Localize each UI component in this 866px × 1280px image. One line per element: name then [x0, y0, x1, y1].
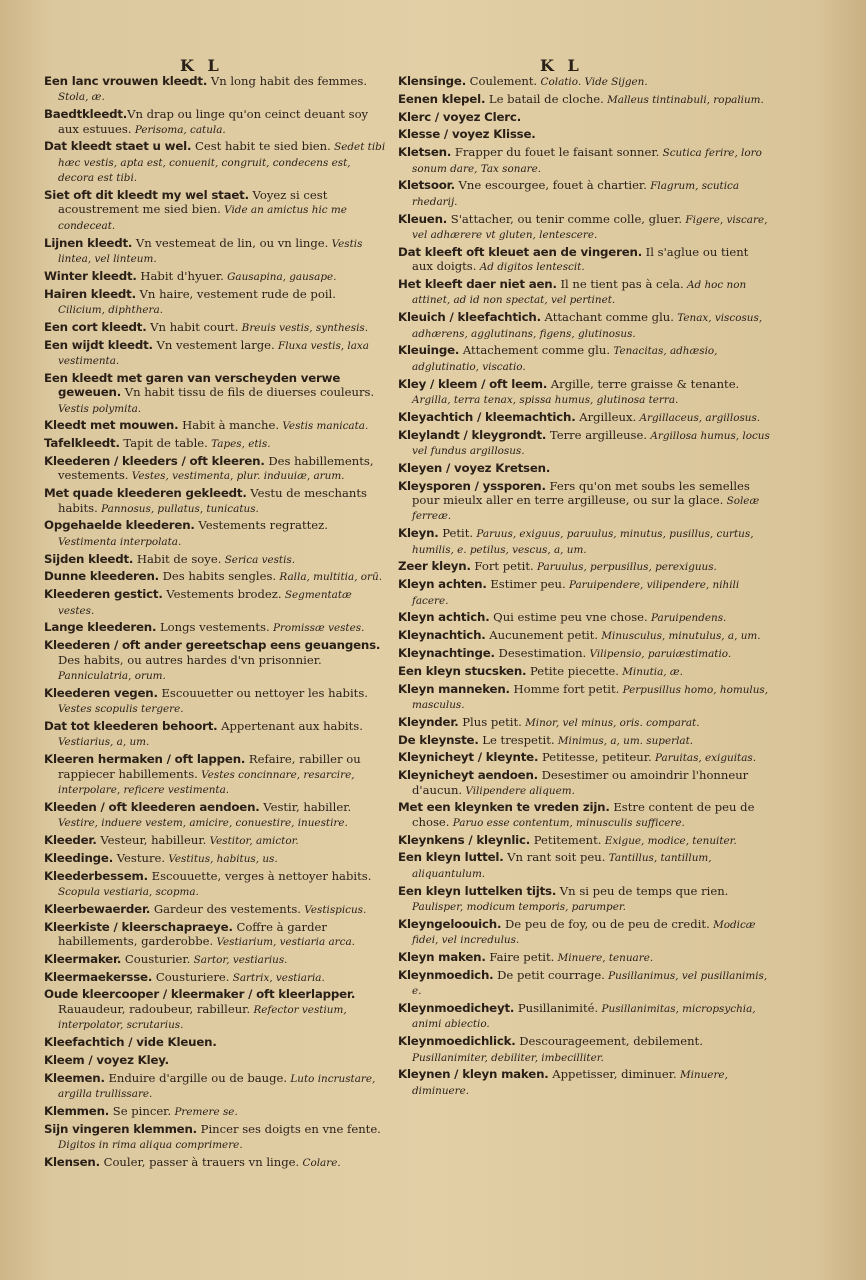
dictionary-entry — [44, 970, 386, 985]
dictionary-entry — [398, 92, 772, 107]
dictionary-entry — [398, 1034, 772, 1065]
headword: Kletsoor. — [398, 178, 455, 193]
french-definition: Habit à manche. — [178, 418, 280, 433]
right-column — [398, 74, 772, 1101]
dictionary-entry — [44, 236, 386, 267]
latin-translation: Serica vestis. — [221, 553, 296, 566]
latin-translation: Colare. — [299, 1156, 341, 1169]
headword: Met quade kleederen gekleedt. — [44, 486, 247, 501]
french-definition: Vestu de meschants habits. — [58, 486, 367, 515]
french-definition: Gardeur des vestements. — [150, 901, 301, 916]
french-definition: Desestimer ou amoindrir l'honneur d'aucun. — [412, 768, 749, 797]
dictionary-entry — [398, 577, 772, 608]
dictionary-entry — [44, 436, 386, 451]
latin-translation: Colatio. Vide Sijgen. — [537, 76, 648, 88]
dictionary-entry — [398, 800, 772, 830]
headword: Kleermaker. — [44, 951, 122, 966]
headword: Het kleeft daer niet aen. — [398, 277, 557, 291]
headword: Kleefachtich / vide Kleuen. — [44, 1035, 217, 1050]
latin-translation: Sartrix, vestiaria. — [229, 971, 325, 984]
latin-translation: Flagrum, scutica rhedarij. — [412, 180, 740, 208]
latin-translation: Tenax, viscosus, adhærens, agglutinans, figens, glutinosus. — [412, 312, 763, 340]
latin-translation: Vestiarium, vestiaria arca. — [213, 936, 355, 949]
french-definition: Enduire d'argille ou de bauge. — [104, 1070, 288, 1085]
french-definition: Il s'aglue ou tient aux doigts. — [412, 244, 749, 274]
french-definition: Desestimation. — [494, 646, 587, 661]
dictionary-entry — [398, 682, 772, 713]
headword: De kleynste. — [398, 732, 479, 747]
dictionary-entry — [44, 371, 386, 416]
left-running-header: K L — [180, 56, 223, 75]
headword: Kleynder. — [398, 714, 459, 729]
dictionary-entry — [44, 569, 386, 584]
french-definition: Le trespetit. — [478, 732, 555, 747]
french-definition: Des habillements, vestements. — [58, 454, 374, 483]
latin-translation: Minuere, tenuare. — [554, 952, 654, 965]
latin-translation: Soleæ ferreæ. — [412, 495, 760, 523]
french-definition: Appertenant aux habits. — [217, 719, 363, 734]
headword: Kleyen / voyez Kretsen. — [398, 460, 551, 475]
french-definition: Rauaudeur, radoubeur, rabilleur. — [58, 1001, 251, 1016]
headword: Klensinge. — [398, 74, 466, 88]
latin-translation: Pusillanimiter, debiliter, imbecilliter. — [412, 1051, 604, 1064]
french-definition: Escouuette, verges à nettoyer habits. — [147, 868, 372, 883]
headword: Eenen klepel. — [398, 91, 486, 106]
latin-translation: Fluxa vestis, laxa vestimenta. — [58, 339, 369, 368]
dictionary-entry — [44, 833, 386, 848]
dictionary-entry — [44, 1071, 386, 1102]
latin-translation: Vestire, induere vestem, amicire, conuestire, inuestire. — [58, 817, 348, 830]
dictionary-entry — [44, 1155, 386, 1170]
french-definition: Vn vestemeat de lin, ou vn linge. — [132, 235, 329, 250]
dictionary-entry — [398, 628, 772, 643]
headword: Kleyn maken. — [398, 950, 486, 965]
french-definition: De peu de foy, ou de peu de credit. — [501, 916, 710, 931]
headword: Kleynachtinge. — [398, 646, 495, 661]
french-definition: Cest habit te sied bien. — [191, 139, 331, 154]
french-definition: Vn haire, vestement rude de poil. — [135, 286, 336, 301]
headword: Klemmen. — [44, 1103, 110, 1118]
latin-translation: Minusculus, minutulus, a, um. — [598, 630, 761, 643]
dictionary-entry — [44, 869, 386, 900]
headword: Kleyachtich / kleemachtich. — [398, 409, 576, 424]
latin-translation: Modicæ fidei, vel incredulus. — [412, 918, 756, 947]
dictionary-entry — [398, 212, 772, 243]
french-definition: Longs vestements. — [156, 620, 270, 635]
dictionary-entry — [398, 127, 772, 142]
headword: Kleylandt / kleygrondt. — [398, 427, 547, 442]
dictionary-entry — [398, 310, 772, 341]
latin-translation: Minimus, a, um. superlat. — [554, 734, 694, 747]
latin-translation: Paruus, exiguus, paruulus, minutus, pusillus, curtus, humilis, e. petilus, vescus, a, um. — [412, 528, 754, 556]
dictionary-entry — [398, 428, 772, 459]
headword: Kleedinge. — [44, 850, 114, 865]
headword: Kleuen. — [398, 211, 448, 226]
headword: Kleyngeloouich. — [398, 916, 502, 931]
dictionary-entry — [398, 526, 772, 557]
latin-translation: Vilipensio, paruiæstimatio. — [586, 648, 732, 661]
french-definition: Refaire, rabiller ou rappiecer habillements. — [58, 752, 361, 781]
dictionary-entry — [44, 320, 386, 335]
latin-translation: Vestimenta interpolata. — [58, 535, 182, 548]
headword: Met een kleynken te vreden zijn. — [398, 800, 610, 815]
latin-translation: Luto incrustare, argilla trullissare. — [58, 1072, 376, 1101]
headword: Kleerkiste / kleerschapraeye. — [44, 919, 233, 934]
french-definition: Vn drap ou linge qu'on ceinct deuant soy aux estuues. — [58, 107, 369, 136]
headword: Een kleyn luttelken tijts. — [398, 883, 557, 898]
french-definition: Vestements brodez. — [162, 587, 282, 602]
headword: Kleynicheyt aendoen. — [398, 768, 538, 783]
french-definition: Vn long habit des femmes. — [207, 74, 368, 88]
headword: Een kleedt met garen van verscheyden verwe geweuen. — [44, 370, 341, 400]
left-column — [44, 74, 386, 1173]
dictionary-entry — [44, 752, 386, 797]
dictionary-entry — [44, 952, 386, 967]
latin-translation: Ad digitos lentescit. — [476, 261, 585, 274]
headword: Kleerbewaerder. — [44, 901, 151, 916]
dictionary-entry — [398, 145, 772, 176]
latin-translation: Sartor, vestiarius. — [190, 953, 288, 966]
french-definition: Coffre à garder habillements, garderobbe. — [58, 919, 327, 949]
headword: Kletsen. — [398, 145, 452, 160]
latin-translation: Vestiarius, a, um. — [58, 736, 150, 749]
latin-translation: Argillosa humus, locus vel fundus argillosus. — [412, 429, 770, 458]
french-definition: Escouuetter ou nettoyer les habits. — [157, 685, 368, 700]
dictionary-entry — [44, 107, 386, 137]
dictionary-entry — [398, 178, 772, 209]
latin-translation: Minor, vel minus, oris. comparat. — [521, 716, 700, 729]
dictionary-entry — [44, 287, 386, 318]
latin-translation: Vestes scopulis tergere. — [58, 703, 184, 716]
latin-translation: Vestitor, amictor. — [206, 835, 299, 848]
headword: Dat tot kleederen behoort. — [44, 719, 218, 734]
french-definition: Petite piecette. — [526, 663, 619, 678]
latin-translation: Malleus tintinabuli, ropalium. — [603, 93, 764, 106]
latin-translation: Ralla, multitia, orū. — [276, 571, 383, 584]
headword: Een kleyn luttel. — [398, 850, 504, 865]
headword: Baedtkleedt. — [44, 107, 128, 122]
dictionary-entry — [398, 664, 772, 679]
dictionary-entry — [44, 1053, 386, 1068]
headword: Opgehaelde kleederen. — [44, 518, 195, 533]
dictionary-entry — [398, 646, 772, 661]
headword: Kleederbessem. — [44, 868, 148, 883]
dictionary-entry — [398, 110, 772, 125]
headword: Hairen kleedt. — [44, 286, 136, 301]
latin-translation: Perisoma, catula. — [131, 123, 226, 136]
latin-translation: Panniculatria, orum. — [58, 670, 166, 683]
french-definition: Vesteur, habilleur. — [96, 833, 207, 848]
right-running-header: K L — [540, 56, 583, 75]
dictionary-entry — [398, 768, 772, 798]
dictionary-entry — [398, 1067, 772, 1098]
dictionary-entry — [398, 750, 772, 765]
headword: Kleeden / oft kleederen aendoen. — [44, 799, 260, 814]
headword: Kleysporen / yssporen. — [398, 478, 546, 493]
headword: Kleynmoedich. — [398, 967, 494, 982]
dictionary-entry — [44, 418, 386, 433]
headword: Winter kleedt. — [44, 268, 137, 283]
headword: Lange kleederen. — [44, 620, 157, 635]
dictionary-entry — [398, 968, 772, 999]
dictionary-entry — [44, 454, 386, 484]
french-definition: Estimer peu. — [486, 577, 566, 592]
dictionary-entry — [44, 1122, 386, 1153]
french-definition: Petitesse, petiteur. — [538, 750, 652, 765]
latin-translation: Exigue, modice, tenuiter. — [601, 834, 737, 847]
headword: Kleynen / kleyn maken. — [398, 1067, 549, 1082]
headword: Kleederen vegen. — [44, 685, 158, 700]
latin-translation: Vestispicus. — [301, 903, 367, 916]
latin-translation: Vilipendere aliquem. — [462, 784, 575, 797]
headword: Kleyn achtich. — [398, 610, 490, 625]
french-definition: Pusillanimité. — [514, 1001, 599, 1016]
headword: Kleederen / oft ander gereetschap eens geuangens. — [44, 638, 381, 653]
latin-translation: Paruitas, exiguitas. — [651, 752, 757, 765]
dictionary-entry — [398, 343, 772, 374]
french-definition: Vn rant soit peu. — [503, 850, 606, 865]
dictionary-entry — [44, 587, 386, 618]
french-definition: De petit courrage. — [493, 967, 605, 982]
french-definition: Habit d'hyuer. — [136, 268, 224, 283]
dictionary-entry — [44, 188, 386, 233]
latin-translation: Breuis vestis, synthesis. — [238, 321, 369, 334]
latin-translation: Segmentatæ vestes. — [58, 589, 352, 617]
headword: Kleuich / kleefachtich. — [398, 310, 541, 325]
headword: Kley / kleem / oft leem. — [398, 376, 548, 391]
latin-translation: Pusillanimitas, micropsychia, animi abiectio. — [412, 1003, 756, 1031]
french-definition: Cousturiere. — [152, 969, 230, 984]
french-definition: Plus petit. — [458, 714, 522, 729]
dictionary-entry — [44, 338, 386, 369]
dictionary-entry — [398, 610, 772, 625]
latin-translation: Sedet tibi hæc vestis, apta est, conuenit, congruit, condecens est, decora est tibi. — [58, 141, 386, 185]
dictionary-entry — [398, 833, 772, 848]
headword: Sijn vingeren klemmen. — [44, 1121, 197, 1136]
dictionary-entry — [44, 620, 386, 635]
headword: Kleynicheyt / kleynte. — [398, 750, 539, 765]
headword: Dunne kleederen. — [44, 569, 159, 584]
french-definition: Qui estime peu vne chose. — [489, 610, 648, 625]
latin-translation: Digitos in rima aliqua comprimere. — [58, 1139, 243, 1152]
latin-translation: Paruipendere, vilipendere, nihili facere. — [412, 579, 740, 607]
latin-translation: Perpusillus homo, homulus, masculus. — [412, 683, 769, 712]
french-definition: Fers qu'on met soubs les semelles pour mieulx aller en terre argilleuse, ou sur la glace. — [412, 478, 750, 508]
latin-translation: Vestis manicata. — [279, 420, 369, 433]
dictionary-entry — [44, 139, 386, 185]
latin-translation: Ad hoc non attinet, ad id non spectat, vel pertinet. — [412, 279, 747, 307]
french-definition: Vn si peu de temps que rien. — [556, 883, 729, 898]
latin-translation: Premere se. — [171, 1105, 238, 1118]
dictionary-entry — [398, 410, 772, 425]
headword: Kleynmoedichlick. — [398, 1034, 516, 1049]
dictionary-entry — [44, 902, 386, 917]
headword: Dat kleeft oft kleuet aen de vingeren. — [398, 244, 642, 259]
latin-translation: Minutia, æ. — [618, 665, 683, 678]
dictionary-entry — [44, 800, 386, 831]
french-definition: Vestements regrattez. — [194, 518, 328, 533]
french-definition: Tapit de table. — [119, 436, 208, 451]
headword: Kleynachtich. — [398, 628, 486, 643]
dictionary-entry — [398, 74, 772, 89]
french-definition: Argille, terre graisse & tenante. — [547, 376, 740, 391]
headword: Klesse / voyez Klisse. — [398, 127, 536, 142]
headword: Kleedt met mouwen. — [44, 418, 179, 433]
dictionary-entry — [44, 552, 386, 567]
french-definition: Fort petit. — [470, 559, 534, 574]
dictionary-entry — [398, 559, 772, 574]
latin-translation: Tapes, etis. — [207, 438, 271, 451]
latin-translation: Vide an amictus hic me condeceat. — [58, 204, 347, 232]
headword: Kleynkens / kleynlic. — [398, 832, 531, 847]
french-definition: Descourageement, debilement. — [515, 1034, 703, 1049]
latin-translation: Promissæ vestes. — [269, 622, 365, 635]
latin-translation: Vestes concinnare, resarcire, interpolare, reficere vestimenta. — [58, 768, 355, 797]
french-definition: Homme fort petit. — [509, 681, 620, 696]
latin-translation: Scutica ferire, loro sonum dare, Tax sonare. — [412, 147, 762, 175]
latin-translation: Paulisper, modicum temporis, parumper. — [412, 901, 626, 914]
dictionary-entry — [398, 245, 772, 275]
french-definition: Frapper du fouet le faisant sonner. — [451, 145, 660, 160]
dictionary-entry — [398, 377, 772, 408]
latin-translation: Vestis polymita. — [58, 402, 142, 415]
latin-translation: Vestitus, habitus, us. — [165, 852, 278, 865]
headword: Kleeder. — [44, 833, 97, 848]
dictionary-entry — [398, 733, 772, 748]
latin-translation: Figere, viscare, vel adhærere vt gluten, lentescere. — [412, 213, 768, 241]
french-definition: Voyez si cest acoustrement me sied bien. — [58, 188, 328, 217]
french-definition: Coulement. — [465, 74, 538, 88]
headword: Klerc / voyez Clerc. — [398, 109, 521, 124]
french-definition: Argilleux. — [575, 409, 637, 424]
dictionary-entry — [44, 920, 386, 950]
dictionary-entry — [44, 74, 386, 105]
french-definition: Appetisser, diminuer. — [548, 1067, 677, 1082]
latin-translation: Stola, æ. — [58, 91, 105, 104]
dictionary-entry — [398, 715, 772, 730]
dictionary-entry — [398, 277, 772, 308]
headword: Kleyn manneken. — [398, 681, 510, 696]
latin-translation: Paruo esse contentum, minusculis sufficere. — [449, 816, 685, 829]
headword: Een cort kleedt. — [44, 319, 147, 334]
dictionary-entry — [44, 686, 386, 717]
latin-translation: Paruipendens. — [647, 612, 727, 625]
dictionary-entry — [44, 719, 386, 750]
dictionary-entry — [44, 638, 386, 683]
latin-translation: Tenacitas, adhæsio, adglutinatio, viscatio. — [412, 345, 718, 373]
french-definition: Des habits, ou autres hardes d'vn prisonnier. — [58, 652, 322, 667]
latin-translation: Pannosus, pullatus, tunicatus. — [97, 502, 259, 515]
french-definition: Il ne tient pas à cela. — [556, 277, 684, 291]
headword: Kleederen gestict. — [44, 587, 163, 602]
french-definition: Estre content de peu de chose. — [412, 800, 755, 829]
headword: Kleynmoedicheyt. — [398, 1001, 515, 1016]
headword: Lijnen kleedt. — [44, 235, 133, 250]
dictionary-entry — [44, 987, 386, 1032]
french-definition: Attachement comme glu. — [459, 343, 611, 358]
french-definition: Faire petit. — [485, 950, 555, 965]
dictionary-entry — [44, 1104, 386, 1119]
dictionary-entry — [44, 518, 386, 549]
dictionary-entry — [398, 1001, 772, 1032]
latin-translation: Gausapina, gausape. — [223, 270, 337, 283]
latin-translation: Refector vestium, interpolator, scrutarius. — [58, 1003, 347, 1032]
french-definition: Vne escourgee, fouet à chartier. — [454, 178, 647, 193]
latin-translation: Paruulus, perpusillus, perexiguus. — [533, 561, 717, 574]
french-definition: Vesture. — [113, 850, 166, 865]
headword: Kleem / voyez Kley. — [44, 1052, 169, 1067]
headword: Dat kleedt staet u wel. — [44, 139, 192, 154]
headword: Kleyn achten. — [398, 577, 487, 592]
french-definition: Terre argilleuse. — [546, 427, 648, 442]
headword: Oude kleercooper / kleermaker / oft kleerlapper. — [44, 987, 356, 1002]
headword: Kleeren hermaken / oft lappen. — [44, 752, 246, 767]
headword: Tafelkleedt. — [44, 436, 120, 451]
dictionary-entry — [398, 850, 772, 881]
french-definition: S'attacher, ou tenir comme colle, gluer. — [447, 211, 683, 226]
dictionary-entry — [44, 486, 386, 516]
french-definition: Vn vestement large. — [152, 337, 275, 352]
dictionary-entry — [398, 917, 772, 948]
headword: Een lanc vrouwen kleedt. — [44, 74, 208, 88]
headword: Een wijdt kleedt. — [44, 337, 153, 352]
headword: Siet oft dit kleedt my wel staet. — [44, 188, 249, 203]
latin-translation: Vestes, vestimenta, plur. induuiæ, arum. — [128, 470, 345, 483]
headword: Kleuinge. — [398, 343, 460, 358]
dictionary-entry — [398, 884, 772, 915]
headword: Kleermaekersse. — [44, 969, 153, 984]
latin-translation: Vestis lintea, vel linteum. — [58, 237, 363, 266]
headword: Kleederen / kleeders / oft kleeren. — [44, 454, 265, 469]
latin-translation: Argillaceus, argillosus. — [636, 411, 761, 424]
latin-translation: Cilicium, diphthera. — [58, 304, 164, 317]
latin-translation: Tantillus, tantillum, aliquantulum. — [412, 852, 712, 880]
dictionary-entry — [398, 479, 772, 524]
french-definition: Attachant comme glu. — [540, 310, 674, 325]
french-definition: Cousturier. — [121, 951, 191, 966]
french-definition: Des habits sengles. — [158, 569, 277, 584]
headword: Sijden kleedt. — [44, 551, 134, 566]
french-definition: Aucunement petit. — [485, 628, 599, 643]
french-definition: Se pincer. — [109, 1103, 172, 1118]
headword: Kleyn. — [398, 526, 439, 541]
french-definition: Pincer ses doigts en vne fente. — [196, 1121, 381, 1136]
french-definition: Vestir, habiller. — [259, 799, 352, 814]
latin-translation: Pusillanimus, vel pusillanimis, e. — [412, 969, 768, 998]
dictionary-entry — [44, 1035, 386, 1050]
headword: Kleemen. — [44, 1070, 105, 1085]
latin-translation: Scopula vestiaria, scopma. — [58, 886, 199, 899]
french-definition: Petitement. — [530, 832, 602, 847]
dictionary-entry — [44, 851, 386, 866]
french-definition: Vn habit tissu de fils de diuerses couleurs. — [121, 385, 375, 400]
french-definition: Le batail de cloche. — [485, 91, 604, 106]
headword: Klensen. — [44, 1154, 100, 1169]
french-definition: Vn habit court. — [146, 319, 239, 334]
headword: Een kleyn stucsken. — [398, 663, 527, 678]
french-definition: Petit. — [438, 526, 474, 541]
latin-translation: Argilla, terra tenax, spissa humus, glutinosa terra. — [412, 394, 679, 407]
headword: Zeer kleyn. — [398, 559, 471, 574]
french-definition: Couler, passer à trauers vn linge. — [99, 1154, 300, 1169]
dictionary-entry — [398, 950, 772, 965]
latin-translation: Minuere, diminuere. — [412, 1069, 728, 1097]
french-definition: Habit de soye. — [133, 551, 222, 566]
dictionary-entry — [398, 461, 772, 476]
dictionary-entry — [44, 269, 386, 284]
